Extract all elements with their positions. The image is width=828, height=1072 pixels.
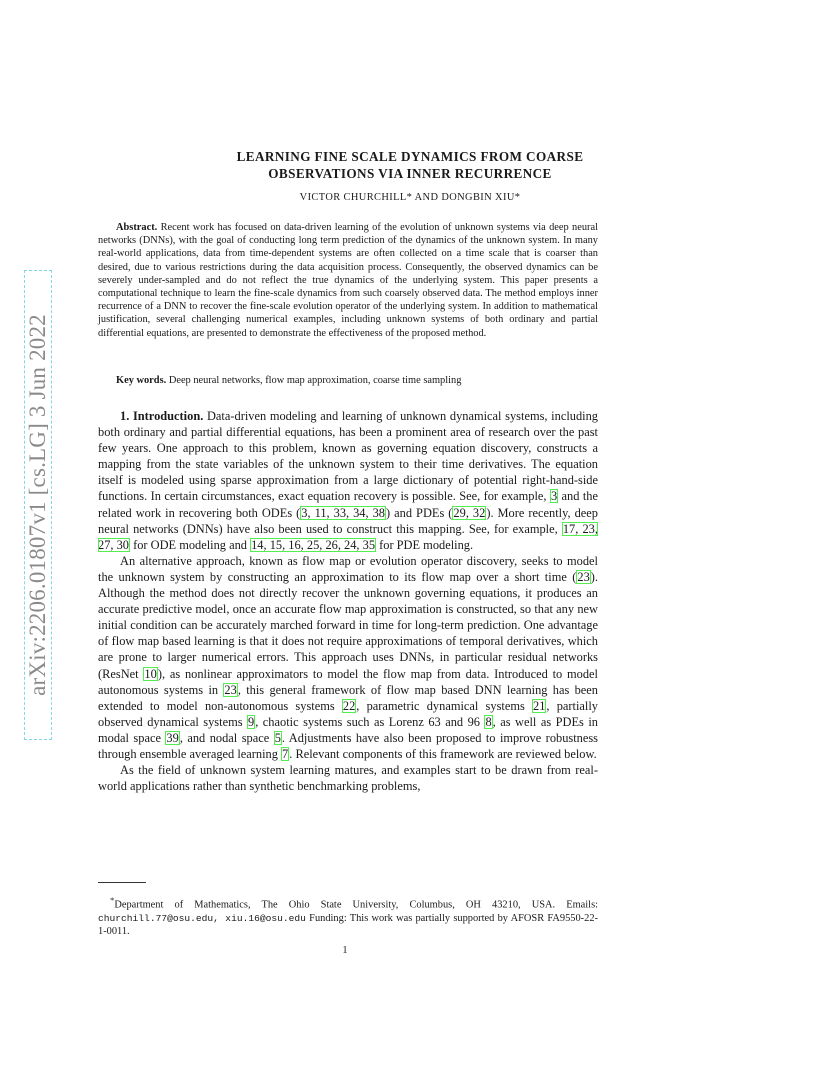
paragraph-text: Data-driven modeling and learning of unknown dynamical systems, including both ordinary and partial differential equations, has been a prominent area of research over the past few years. One approach to this problem, known as governing equation discovery, constructs a mapping from the state variables of the unknown system to their time derivatives. The equation itself is modeled using sparse approximation from a large dictionary of potential right-hand-side functions. In certain circumstances, exact equation recovery is possible. See, for example, (98, 409, 598, 504)
abstract-text: Recent work has focused on data-driven learning of the evolution of unknown systems via deep neural networks (DNNs), with the goal of conducting long term prediction of the dynamics of the unknown system. In many real-world applications, data from time-dependent systems are often collected on a time scale that is coarser than desired, due to various restrictions during the data acquisition process. Consequently, the observed dynamics can be severely under-sampled and do not reflect the true dynamics of the underlying system. This paper presents a computational technique to learn the fine-scale dynamics from such coarsely observed data. The method employs inner recurrence of a DNN to recover the fine-scale evolution operator of the underlying system. In addition to mathematical justification, several challenging numerical examples, including unknown systems of both ordinary and partial differential equations, are presented to demonstrate the effectiveness of the proposed method. (98, 222, 598, 339)
keywords (116, 375, 598, 386)
arxiv-identifier-box[interactable] (24, 270, 52, 740)
paragraph-text: , partially observed dynamical systems (98, 698, 598, 729)
title-line-1: LEARNING FINE SCALE DYNAMICS FROM COARSE (236, 149, 584, 164)
paragraph-text: ). Although the method does not directly recover the unknown governing equations, it produces an accurate predictive model, once an accurate flow map approximation is constructed, so that any new initial condition can be accurately marched forward in time for long-term prediction. One advantage of flow map based learning is that it does not require approximations of temporal derivatives, which are prone to larger numerical errors. This approach uses DNNs, in particular residual networks (ResNet (98, 569, 598, 681)
paper-title (110, 148, 710, 182)
paragraph-text: for ODE modeling and (133, 537, 247, 552)
citation-link[interactable]: 21 (533, 698, 546, 713)
introduction-section (98, 408, 598, 794)
footnote-mark: * (110, 895, 115, 905)
paragraph-text: ) and PDEs ( (386, 505, 453, 520)
paragraph-text: ), as nonlinear approximators to model the flow map from data. Introduced to model autonomous systems in (98, 666, 598, 697)
citation-link[interactable]: 3 (550, 489, 558, 504)
authors: VICTOR CHURCHILL* AND DONGBIN XIU* (299, 192, 521, 203)
paragraph-text: and the related work in recovering both ODEs ( (98, 489, 598, 520)
footnote (98, 894, 598, 938)
paragraph-text: , and nodal space (179, 730, 270, 745)
section-heading: 1. Introduction. (120, 409, 204, 423)
paragraph-text: . Relevant components of this framework are reviewed below. (289, 746, 597, 761)
arxiv-identifier[interactable]: arXiv:2206.01807v1 [cs.LG] 3 Jun 2022 (25, 314, 50, 696)
citation-link[interactable]: 9 (248, 714, 255, 729)
intro-paragraph-3 (98, 762, 598, 794)
keywords-text: Deep neural networks, flow map approximation, coarse time sampling (168, 375, 462, 386)
intro-paragraph-1 (98, 408, 598, 553)
citation-link[interactable]: 8 (485, 714, 492, 729)
citation-link[interactable]: 22 (342, 698, 356, 713)
abstract-label: Abstract. (116, 222, 158, 233)
keywords-label: Key words. (116, 375, 167, 386)
abstract (98, 221, 598, 340)
paragraph-text: . Adjustments have also been proposed to improve robustness through ensemble averaged learning (98, 730, 599, 761)
citation-link[interactable]: 10 (144, 666, 157, 681)
title-line-2: OBSERVATIONS VIA INNER RECURRENCE (268, 166, 552, 181)
footnote-affiliation: Department of Mathematics, The Ohio State University, Columbus, OH 43210, USA. Emails: (114, 899, 598, 911)
paragraph-text: for PDE modeling. (379, 537, 474, 552)
paragraph-text: , as well as PDEs in modal space (98, 714, 598, 745)
paragraph-text: , chaotic systems such as Lorenz 63 and 96 (255, 714, 480, 729)
citation-link[interactable]: 14, 15, 16, 25, 26, 24, 35 (251, 537, 376, 552)
citation-link[interactable]: 7 (282, 746, 289, 761)
citation-link[interactable]: 23 (224, 682, 237, 697)
citation-link[interactable]: 23 (577, 569, 590, 584)
intro-paragraph-2 (98, 553, 598, 762)
paragraph-text: As the field of unknown system learning matures, and examples start to be drawn from real-world applications rather than synthetic benchmarking problems, (98, 763, 598, 794)
paragraph-text: ). More recently, deep neural networks (DNNs) have also been used to construct this mapping. See, for example, (98, 505, 598, 536)
paragraph-text: , this general framework of flow map based DNN learning has been extended to model non-autonomous systems (98, 682, 599, 713)
paragraph-text: An alternative approach, known as flow map or evolution operator discovery, seeks to model the unknown system by constructing an approximation to its flow map over a short time ( (98, 553, 598, 584)
page-number: 1 (342, 945, 348, 956)
footnote-rule (98, 882, 146, 883)
citation-link[interactable]: 39 (166, 730, 179, 745)
citation-link[interactable]: 3, 11, 33, 34, 38 (301, 505, 386, 520)
footnote-funding: Funding: This work was partially supported by AFOSR FA9550-22-1-0011. (98, 912, 598, 937)
paragraph-text: , parametric dynamical systems (356, 698, 525, 713)
footnote-emails[interactable]: churchill.77@osu.edu, xiu.16@osu.edu (98, 912, 306, 924)
citation-link[interactable]: 17, 23, 27, 30 (98, 521, 598, 552)
citation-link[interactable]: 29, 32 (453, 505, 486, 520)
citation-link[interactable]: 5 (274, 730, 281, 745)
